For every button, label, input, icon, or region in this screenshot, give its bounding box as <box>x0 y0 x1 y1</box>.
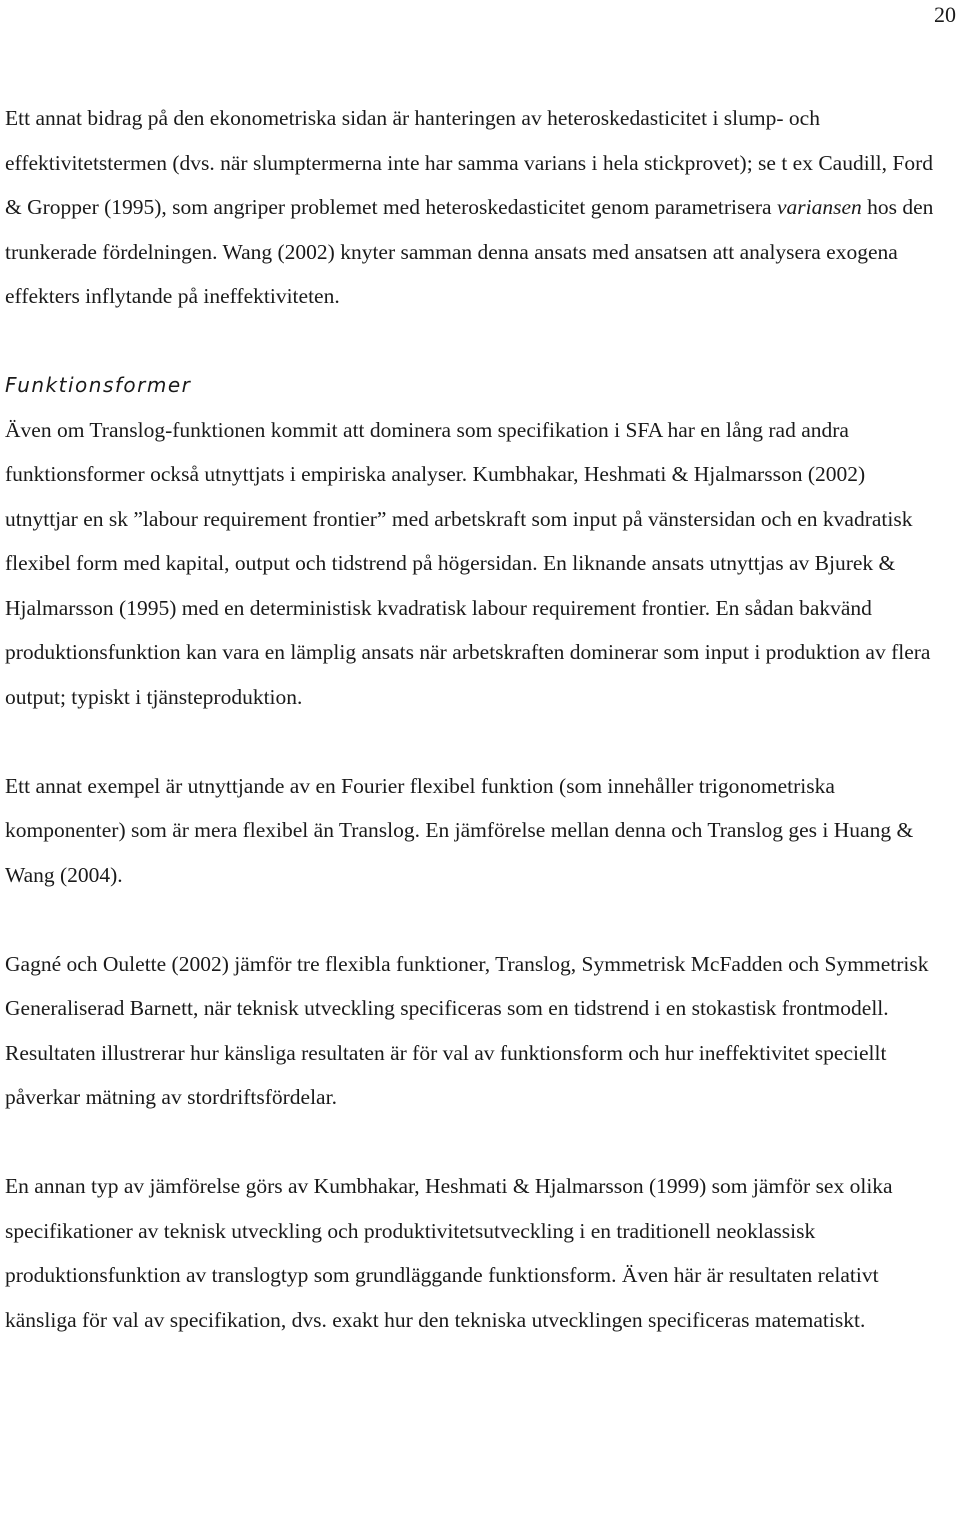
emphasized-term: variansen <box>776 195 862 219</box>
paragraph-text: Ett annat bidrag på den ekonometriska sidan är hanteringen av heteroskedasticitet i slump- och effektivitetstermen (dvs. när slumptermerna inte har samma varians i hela stickprovet); se t ex Caudill, Ford & Gropper (1995), som angriper problemet med heteroskedasticitet genom parametrisera <box>5 106 934 219</box>
paragraph-kumbhakar: En annan typ av jämförelse görs av Kumbhakar, Heshmati & Hjalmarsson (1999) som jämför sex olika specifikationer av teknisk utveckling och produktivitetsutveckling i en traditionell neoklassisk produktionsfunktion av translogtyp som grundläggande funktionsform. Även här är resultaten relativt känsliga för val av specifikation, dvs. exakt hur den tekniska utvecklingen specificeras matematiskt. <box>5 1174 893 1332</box>
document-body <box>5 96 935 1342</box>
paragraph-heteroskedasticity <box>5 96 935 319</box>
paragraph-gagne: Gagné och Oulette (2002) jämför tre flexibla funktioner, Translog, Symmetrisk McFadden och Symmetrisk Generaliserad Barnett, när teknisk utveckling specificeras som en tidstrend i en stokastisk frontmodell. Resultaten illustrerar hur känsliga resultaten är för val av funktionsform och hur ineffektivitet speciellt påverkar mätning av stordriftsfördelar. <box>5 951 929 1109</box>
paragraph-text: hos den trunkerade fördelningen. Wang (2002) knyter samman denna ansats med ansatsen att analysera exogena effekters inflytande på ineffektiviteten. <box>5 195 934 308</box>
section-heading: Funktionsformer <box>5 373 192 397</box>
page-number: 20 <box>934 2 956 27</box>
paragraph-fourier: Ett annat exempel är utnyttjande av en Fourier flexibel funktion (som innehåller trigonometriska komponenter) som är mera flexibel än Translog. En jämförelse mellan denna och Translog ges i Huang & Wang (2004). <box>5 773 914 887</box>
paragraph-funktionsformer: Även om Translog-funktionen kommit att dominera som specifikation i SFA har en lång rad andra funktionsformer också utnyttjats i empiriska analyser. Kumbhakar, Heshmati & Hjalmarsson (2002) utnyttjar en sk ”labour requirement frontier” med arbetskraft som input på vänstersidan och en kvadratisk flexibel form med kapital, output och tidstrend på högersidan. En liknande ansats utnyttjas av Bjurek & Hjalmarsson (1995) med en deterministisk kvadratisk labour requirement frontier. En sådan bakvänd produktionsfunktion kan vara en lämplig ansats när arbetskraften dominerar som input i produktion av flera output; typiskt i tjänsteproduktion. <box>5 417 931 709</box>
